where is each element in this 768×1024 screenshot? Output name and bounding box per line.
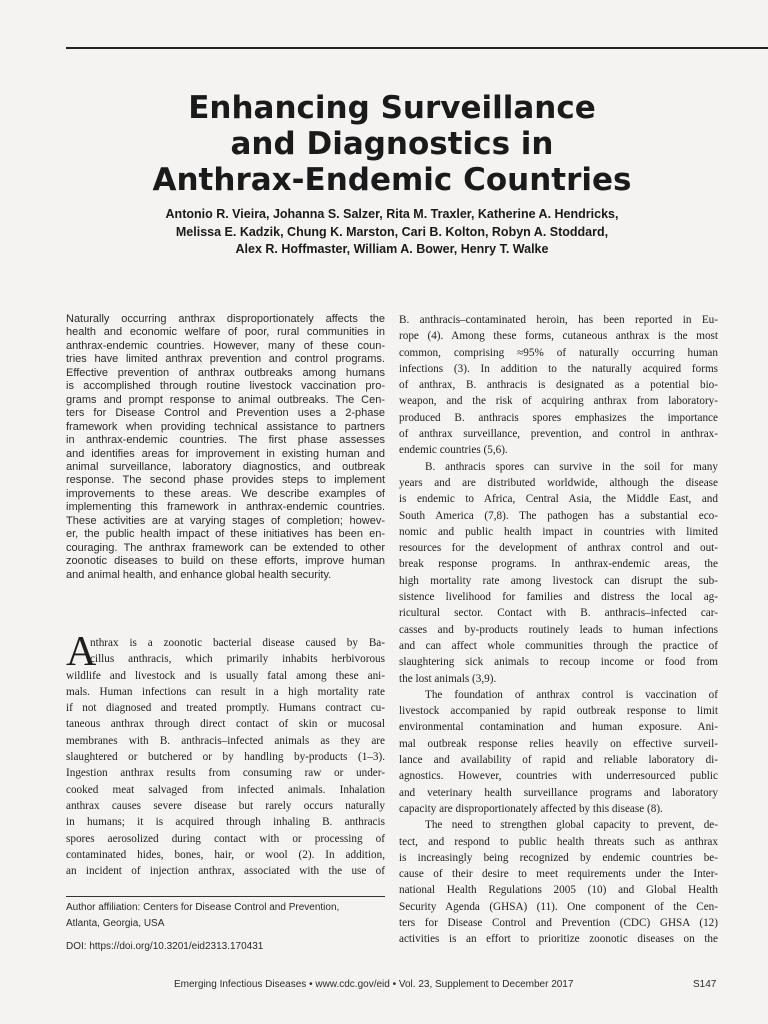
- body-line: and veterinary health surveillance programs and laboratory: [399, 786, 718, 799]
- affiliation-line: Author affiliation: Centers for Disease Control and Prevention,: [66, 902, 340, 913]
- body-column-left: [66, 629, 385, 879]
- drop-cap: A: [66, 629, 97, 675]
- body-line: capacity are disproportionately affected by this disease (8).: [399, 802, 663, 815]
- abstract-line: anthrax-endemic countries. However, many of these coun-: [66, 339, 385, 352]
- abstract-line: Naturally occurring anthrax disproportionately affects the: [66, 313, 385, 325]
- body-line: resources for the development of anthrax control and out-: [399, 542, 718, 555]
- body-line: South America (7,8). The pathogen has a substantial eco-: [399, 509, 718, 522]
- author-line: Antonio R. Vieira, Johanna S. Salzer, Rita M. Traxler, Katherine A. Hendricks,: [165, 207, 619, 221]
- body-line: mal outbreak response relies heavily on effective surveil-: [399, 737, 718, 750]
- body-line: membranes with B. anthracis–infected animals as they are: [66, 734, 385, 747]
- body-line: cillus anthracis, which primarily inhabits herbivorous: [90, 653, 385, 666]
- author-line: Alex R. Hoffmaster, William A. Bower, Henry T. Walke: [235, 242, 549, 256]
- page-number: S147: [693, 979, 717, 990]
- doi-link[interactable]: DOI: https://doi.org/10.3201/eid2313.170431: [66, 941, 264, 952]
- body-line: agnostics. However, countries with underresourced public: [399, 770, 718, 783]
- body-line: endemic countries (5,6).: [399, 444, 508, 457]
- body-line: livestock accompanied by rapid outbreak response to limit: [399, 705, 718, 718]
- affiliation-line: Atlanta, Georgia, USA: [66, 918, 165, 929]
- body-line: nthrax is a zoonotic bacterial disease caused by Ba-: [90, 637, 385, 649]
- body-line: years and are distributed worldwide, although the disease: [399, 476, 718, 489]
- body-line: B. anthracis–contaminated heroin, has been reported in Eu-: [399, 314, 718, 326]
- body-line: anthrax causes severe disease but rarely occurs naturally: [66, 799, 385, 812]
- body-line: cooked meat salvaged from infected animals. Inhalation: [66, 783, 385, 796]
- body-line: contaminated hides, bones, hair, or wool (2). In addition,: [66, 848, 385, 861]
- body-line: ters for Disease Control and Prevention (CDC) GHSA (12): [399, 916, 718, 929]
- title-line: Anthrax-Endemic Countries: [152, 162, 632, 198]
- abstract-line: These activities are at varying stages of completion; howev-: [66, 514, 385, 527]
- body-line: weapon, and the risk of acquiring anthrax from laboratory-: [399, 395, 718, 408]
- body-line: an incident of injection anthrax, associated with the use of: [66, 865, 385, 878]
- title-line: Enhancing Surveillance: [188, 90, 596, 126]
- body-line: taneous anthrax through direct contact of skin or mucosal: [66, 718, 385, 731]
- abstract-line: couraging. The anthrax framework can be extended to other: [66, 541, 385, 554]
- body-line: in humans; it is acquired through inhaling B. anthracis: [66, 816, 385, 829]
- body-line: The foundation of anthrax control is vaccination of: [425, 688, 718, 701]
- body-line: produced B. anthracis spores emphasizes the importance: [399, 411, 718, 424]
- abstract: [66, 313, 385, 582]
- abstract-line: is accomplished through routine livestock vaccination pro-: [66, 380, 385, 393]
- body-column-right: [399, 312, 718, 948]
- abstract-line: ters for Disease Control and Prevention uses a 2-phase: [66, 407, 385, 420]
- body-line: The need to strengthen global capacity to prevent, de-: [425, 819, 718, 832]
- body-line: nomic and public health impact in countries with limited: [399, 525, 718, 538]
- body-line: Ingestion anthrax results from consuming raw or under-: [66, 767, 385, 780]
- body-line: of anthrax, B. anthracis is designated as a potential bio-: [399, 379, 718, 392]
- body-line: the lost animals (3,9).: [399, 672, 497, 685]
- abstract-line: response. The second phase provides steps to implement: [66, 474, 385, 487]
- body-line: activities is an effort to prioritize zoonotic diseases on the: [399, 933, 718, 946]
- abstract-line: in anthrax-endemic countries. The first phase assesses: [66, 434, 385, 447]
- body-line: tect, and respond to public health threats such as anthrax: [399, 835, 718, 848]
- abstract-line: health and economic welfare of poor, rural communities in: [66, 326, 385, 339]
- body-line: ricultural sector. Contact with B. anthracis–infected car-: [399, 607, 718, 620]
- body-line: casses and by-products routinely leads to human infections: [399, 623, 718, 636]
- abstract-line: improvements to these areas. We describe examples of: [66, 487, 385, 500]
- body-line: is increasingly being recognized by endemic countries be-: [399, 851, 718, 864]
- body-line: sistence livelihood for families and distress the local ag-: [399, 591, 718, 604]
- abstract-line: Effective prevention of anthrax outbreaks among humans: [66, 366, 385, 379]
- journal-footer: Emerging Infectious Diseases • www.cdc.gov/eid • Vol. 23, Supplement to December 2017: [174, 979, 574, 990]
- body-line: wildlife and livestock and is usually fatal among these ani-: [66, 669, 385, 682]
- body-line: mals. Human infections can result in a high mortality rate: [66, 685, 385, 698]
- body-line: spores aerosolized during contact with or processing of: [66, 832, 385, 845]
- abstract-line: and identifies areas for improvement in existing human and: [66, 447, 385, 460]
- abstract-line: framework when providing technical assistance to partners: [66, 420, 385, 433]
- header-rule: [66, 47, 768, 49]
- abstract-line: tries have limited anthrax prevention and control programs.: [66, 353, 385, 366]
- body-line: infections (3). In addition to the naturally acquired forms: [399, 362, 718, 375]
- body-line: high mortality rate among livestock can disrupt the sub-: [399, 574, 718, 587]
- abstract-line: and animal health, and enhance global health security.: [66, 568, 332, 581]
- author-affiliation: [66, 900, 385, 932]
- article-title: [66, 90, 718, 198]
- body-line: national Health Regulations 2005 (10) and Global Health: [399, 884, 718, 897]
- body-line: if not diagnosed and treated promptly. Humans contract cu-: [66, 702, 385, 715]
- abstract-line: implementing this framework in anthrax-endemic countries.: [66, 501, 385, 514]
- body-line: B. anthracis spores can survive in the soil for many: [425, 460, 718, 473]
- body-line: environmental contamination and human exposure. Ani-: [399, 721, 718, 734]
- body-line: break response programs. In anthrax-endemic areas, the: [399, 558, 718, 571]
- body-line: slaughtering sick animals to recoup income or food from: [399, 656, 718, 669]
- body-line: cause of their desire to meet requirements under the Inter-: [399, 868, 718, 881]
- body-line: Security Agenda (GHSA) (11). One component of the Cen-: [399, 900, 718, 913]
- affiliation-rule: [66, 896, 385, 897]
- body-line: common, comprising ≈95% of naturally occurring human: [399, 346, 718, 359]
- author-list: [66, 206, 718, 259]
- body-line: and can affect whole communities through the practice of: [399, 639, 718, 652]
- abstract-line: er, the public health impact of these initiatives has been en-: [66, 528, 385, 541]
- abstract-line: grams and prompt response to animal outbreaks. The Cen-: [66, 393, 385, 406]
- body-line: rope (4). Among these forms, cutaneous anthrax is the most: [399, 330, 718, 343]
- abstract-line: zoonotic diseases to build on these efforts, improve human: [66, 555, 385, 568]
- author-line: Melissa E. Kadzik, Chung K. Marston, Cari B. Kolton, Robyn A. Stoddard,: [175, 224, 609, 239]
- abstract-line: animal surveillance, laboratory diagnostics, and outbreak: [66, 460, 385, 473]
- body-line: of anthrax surveillance, prevention, and control in anthrax-: [399, 428, 718, 441]
- body-line: slaughtered or butchered or by handling by-products (1–3).: [66, 751, 385, 764]
- body-line: lance and availability of rapid and reliable laboratory di-: [399, 754, 718, 767]
- body-line: is endemic to Africa, Central Asia, the Middle East, and: [399, 493, 718, 506]
- title-line: and Diagnostics in: [230, 126, 554, 162]
